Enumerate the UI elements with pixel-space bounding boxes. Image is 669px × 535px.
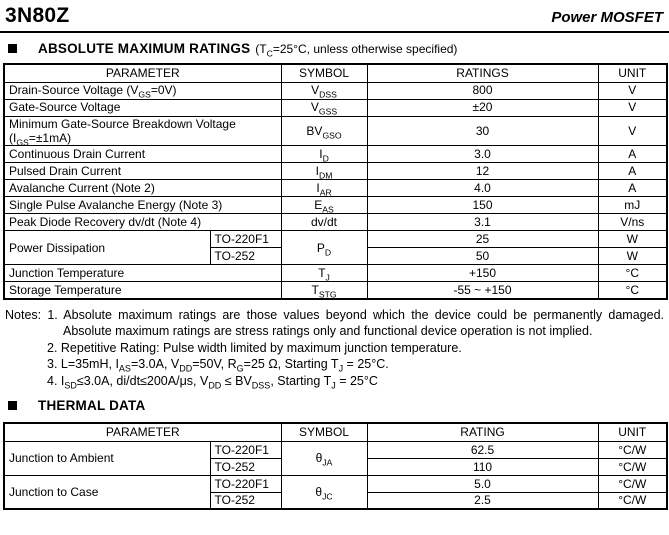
package-cell: TO-220F1 [210, 441, 281, 458]
unit-cell: A [598, 180, 667, 197]
unit-cell: A [598, 163, 667, 180]
unit-cell: °C/W [598, 475, 667, 492]
col-header-unit: UNIT [598, 423, 667, 441]
table-row-junction-to-case-1 [4, 475, 667, 492]
table-row-pulsed-drain-current [4, 163, 667, 180]
unit-cell: mJ [598, 197, 667, 214]
unit-cell: °C [598, 282, 667, 299]
symbol-cell: $BV_{GSO}$ [281, 116, 367, 146]
header-rule [0, 31, 669, 33]
thermal-section-heading [8, 398, 669, 413]
rating-cell: 2.5 [367, 492, 598, 509]
parameter-cell: Single Pulse Avalanche Energy (Note 3) [4, 197, 281, 214]
abs-max-header-row [4, 64, 667, 82]
note-2: 2. Repetitive Rating: Pulse width limited by maximum junction temperature. [47, 340, 462, 355]
rating-cell: 50 [367, 248, 598, 265]
rating-cell: 5.0 [367, 475, 598, 492]
symbol-cell: $I_D$ [281, 146, 367, 163]
col-header-symbol: SYMBOL [281, 423, 367, 441]
unit-cell: V [598, 82, 667, 99]
symbol-cell: $V_{GSS}$ [281, 99, 367, 116]
unit-cell: °C/W [598, 492, 667, 509]
parameter-cell: Pulsed Drain Current [4, 163, 281, 180]
device-type-label: Power MOSFET [551, 9, 663, 26]
unit-cell: V/ns [598, 214, 667, 231]
thermal-table [3, 422, 668, 510]
table-row-avalanche-current [4, 180, 667, 197]
symbol-cell: dv/dt [281, 214, 367, 231]
parameter-cell: Storage Temperature [4, 282, 281, 299]
note-4: 4. $I_{SD}\le 3.0A$, di/dt≤200A/μs, $V_{DD} \le BV_{DSS}$, Starting $T_J = 25^\circ C$ [47, 373, 378, 391]
table-row-power-dissipation-1 [4, 231, 667, 248]
parameter-cell: Power Dissipation [4, 231, 210, 265]
parameter-cell: Junction to Ambient [4, 441, 210, 475]
symbol-cell: $\theta_{JA}$ [281, 441, 367, 475]
parameter-cell: Junction Temperature [4, 265, 281, 282]
rating-cell: 110 [367, 458, 598, 475]
rating-cell: -55 ~ +150 [367, 282, 598, 299]
table-row-gate-source-breakdown [4, 116, 667, 146]
package-cell: TO-220F1 [210, 475, 281, 492]
notes-block [5, 307, 664, 390]
thermal-title: THERMAL DATA [38, 398, 146, 414]
table-row-peak-diode-recovery [4, 214, 667, 231]
rating-cell: 150 [367, 197, 598, 214]
unit-cell: °C [598, 265, 667, 282]
parameter-cell: Continuous Drain Current [4, 146, 281, 163]
table-row-junction-temperature [4, 265, 667, 282]
unit-cell: W [598, 231, 667, 248]
rating-cell: 3.1 [367, 214, 598, 231]
parameter-cell: Gate-Source Voltage [4, 99, 281, 116]
rating-cell: 62.5 [367, 441, 598, 458]
symbol-cell: $\theta_{JC}$ [281, 475, 367, 509]
package-cell: TO-220F1 [210, 231, 281, 248]
col-header-unit: UNIT [598, 64, 667, 82]
page-header [0, 0, 669, 28]
abs-max-condition: ($T_C=25^\circ C$, unless otherwise specified) [255, 41, 458, 58]
note-3: 3. L=35mH, $I_{AS}=3.0A$, $V_{DD}=50V$, $R_G=25$ Ω, Starting $T_J = 25^\circ C$. [47, 357, 389, 374]
abs-max-table [3, 63, 668, 300]
rating-cell: ±20 [367, 99, 598, 116]
table-row-storage-temperature [4, 282, 667, 299]
col-header-rating: RATING [367, 423, 598, 441]
col-header-parameter: PARAMETER [4, 64, 281, 82]
symbol-cell: $T_J$ [281, 265, 367, 282]
part-number: 3N80Z [5, 4, 70, 27]
unit-cell: °C/W [598, 458, 667, 475]
square-bullet-icon [8, 401, 17, 410]
parameter-cell: Peak Diode Recovery dv/dt (Note 4) [4, 214, 281, 231]
symbol-cell: $P_D$ [281, 231, 367, 265]
unit-cell: W [598, 248, 667, 265]
rating-cell: 12 [367, 163, 598, 180]
rating-cell: 3.0 [367, 146, 598, 163]
rating-cell: 800 [367, 82, 598, 99]
square-bullet-icon [8, 44, 17, 53]
thermal-header-row [4, 423, 667, 441]
symbol-cell: $V_{DSS}$ [281, 82, 367, 99]
col-header-parameter: PARAMETER [4, 423, 281, 441]
table-row-continuous-drain-current [4, 146, 667, 163]
table-row-gate-source-voltage [4, 99, 667, 116]
unit-cell: V [598, 116, 667, 146]
parameter-cell: Minimum Gate-Source Breakdown Voltage $(I_{GS}=\pm 1mA)$ [4, 116, 281, 146]
table-row-drain-source-voltage [4, 82, 667, 99]
package-cell: TO-252 [210, 248, 281, 265]
col-header-symbol: SYMBOL [281, 64, 367, 82]
symbol-cell: $I_{AR}$ [281, 180, 367, 197]
abs-max-title: ABSOLUTE MAXIMUM RATINGS [38, 41, 251, 56]
rating-cell: 30 [367, 116, 598, 146]
note-1-line-2: Absolute maximum ratings are stress ratings only and functional device operation is not implied. [63, 324, 593, 339]
rating-cell: 25 [367, 231, 598, 248]
package-cell: TO-252 [210, 492, 281, 509]
symbol-cell: $I_{DM}$ [281, 163, 367, 180]
symbol-cell: $E_{AS}$ [281, 197, 367, 214]
table-row-junction-to-ambient-1 [4, 441, 667, 458]
unit-cell: V [598, 99, 667, 116]
package-cell: TO-252 [210, 458, 281, 475]
note-1-line-1: Notes: 1. Absolute maximum ratings are those values beyond which the device could be permanently damaged. [5, 307, 664, 322]
table-row-avalanche-energy [4, 197, 667, 214]
rating-cell: +150 [367, 265, 598, 282]
unit-cell: A [598, 146, 667, 163]
symbol-cell: $T_{STG}$ [281, 282, 367, 299]
col-header-ratings: RATINGS [367, 64, 598, 82]
unit-cell: °C/W [598, 441, 667, 458]
parameter-cell: Drain-Source Voltage $(V_{GS}=0V)$ [4, 82, 281, 99]
parameter-cell: Avalanche Current (Note 2) [4, 180, 281, 197]
rating-cell: 4.0 [367, 180, 598, 197]
abs-max-section-heading [8, 41, 669, 56]
parameter-cell: Junction to Case [4, 475, 210, 509]
